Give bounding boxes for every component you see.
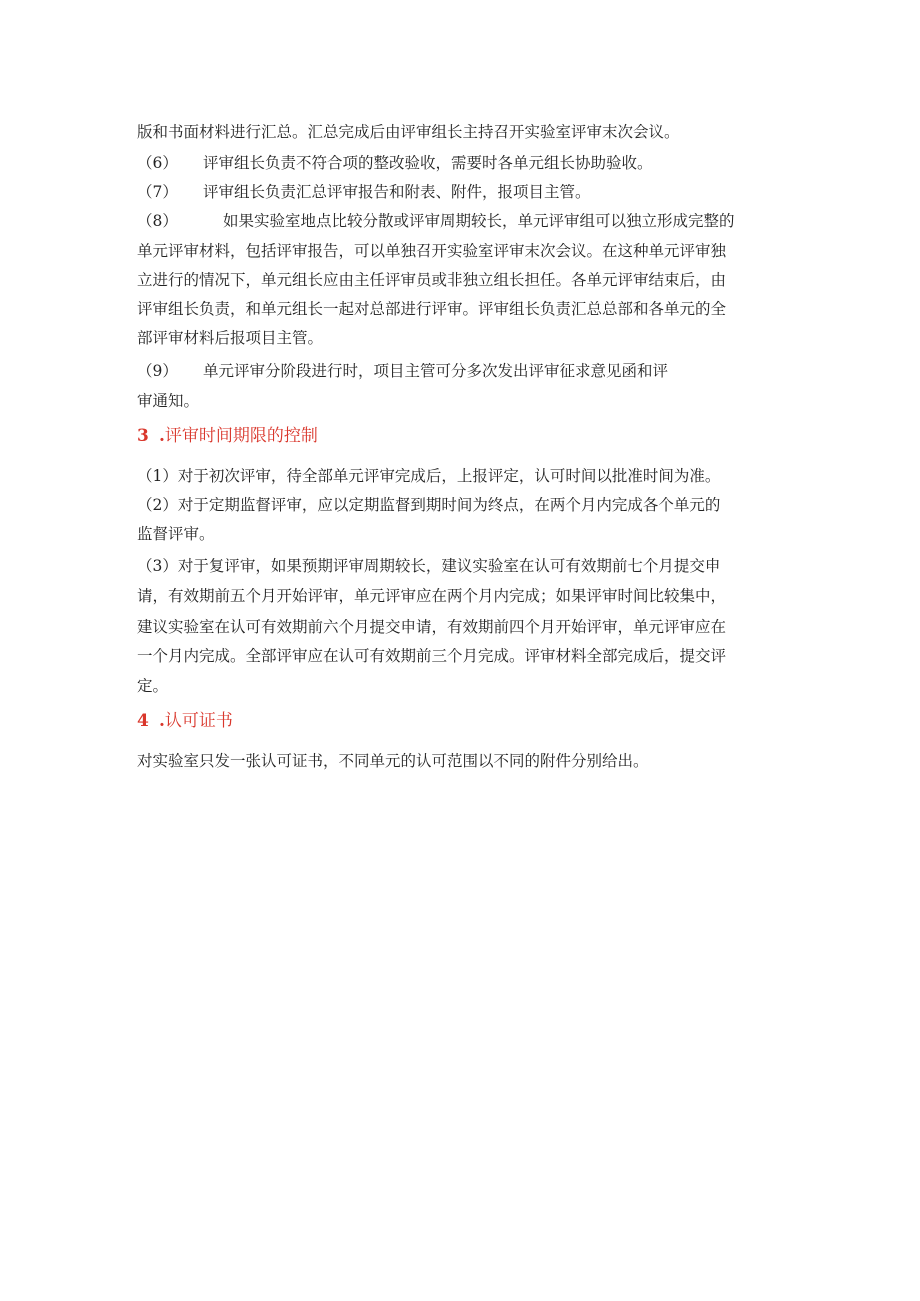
section-4-heading xyxy=(137,710,233,732)
section-dot: . xyxy=(159,711,165,731)
paragraph-line: 立进行的情况下，单元组长应由主任评审员或非独立组长担任。各单元评审结束后，由 xyxy=(137,271,727,289)
paragraph-line: 对实验室只发一张认可证书，不同单元的认可范围以不同的附件分别给出。 xyxy=(137,752,649,770)
paragraph-line: 评审组长负责，和单元组长一起对总部进行评审。评审组长负责汇总总部和各单元的全 xyxy=(137,300,727,318)
list-item-9 xyxy=(137,361,668,381)
paragraph-line: 监督评审。 xyxy=(137,525,215,543)
list-number: （6） xyxy=(137,154,178,172)
paragraph-line: 审通知。 xyxy=(137,392,200,410)
paragraph-line: 建议实验室在认可有效期前六个月提交申请，有效期前四个月开始评审，单元评审应在 xyxy=(137,618,727,636)
section-dot: . xyxy=(159,426,165,446)
paragraph-line: 定。 xyxy=(137,677,169,695)
list-number: （9） xyxy=(137,362,178,380)
section-title: 认可证书 xyxy=(164,711,233,731)
list-text: 单元评审分阶段进行时，项目主管可分多次发出评审征求意见函和评 xyxy=(203,362,669,380)
section-3-heading xyxy=(137,425,318,447)
list-text: 如果实验室地点比较分散或评审周期较长，单元评审组可以独立形成完整的 xyxy=(223,212,735,230)
paragraph-line: 一个月内完成。全部评审应在认可有效期前三个月完成。评审材料全部完成后，提交评 xyxy=(137,647,727,665)
paragraph-line: 部评审材料后报项目主管。 xyxy=(137,329,324,347)
section-number: 4 xyxy=(137,711,149,731)
paragraph-line: （3）对于复评审，如果预期评审周期较长，建议实验室在认可有效期前七个月提交申 xyxy=(137,557,721,575)
paragraph-line: （1）对于初次评审，待全部单元评审完成后，上报评定，认可时间以批准时间为准。 xyxy=(137,467,721,485)
section-title: 评审时间期限的控制 xyxy=(164,426,318,446)
section-number: 3 xyxy=(137,426,149,446)
list-text: 评审组长负责不符合项的整改验收，需要时各单元组长协助验收。 xyxy=(203,154,653,172)
list-item-8 xyxy=(137,211,735,231)
paragraph-line: 单元评审材料，包括评审报告，可以单独召开实验室评审末次会议。在这种单元评审独 xyxy=(137,242,727,260)
list-number: （8） xyxy=(137,212,178,230)
list-number: （7） xyxy=(137,183,178,201)
list-item-6 xyxy=(137,153,653,173)
list-text: 评审组长负责汇总评审报告和附表、附件，报项目主管。 xyxy=(203,183,591,201)
paragraph-line: （2）对于定期监督评审，应以定期监督到期时间为终点，在两个月内完成各个单元的 xyxy=(137,496,721,514)
paragraph-line: 请，有效期前五个月开始评审，单元评审应在两个月内完成；如果评审时间比较集中， xyxy=(137,587,727,605)
list-item-7 xyxy=(137,182,591,202)
paragraph-line: 版和书面材料进行汇总。汇总完成后由评审组长主持召开实验室评审末次会议。 xyxy=(137,123,680,141)
